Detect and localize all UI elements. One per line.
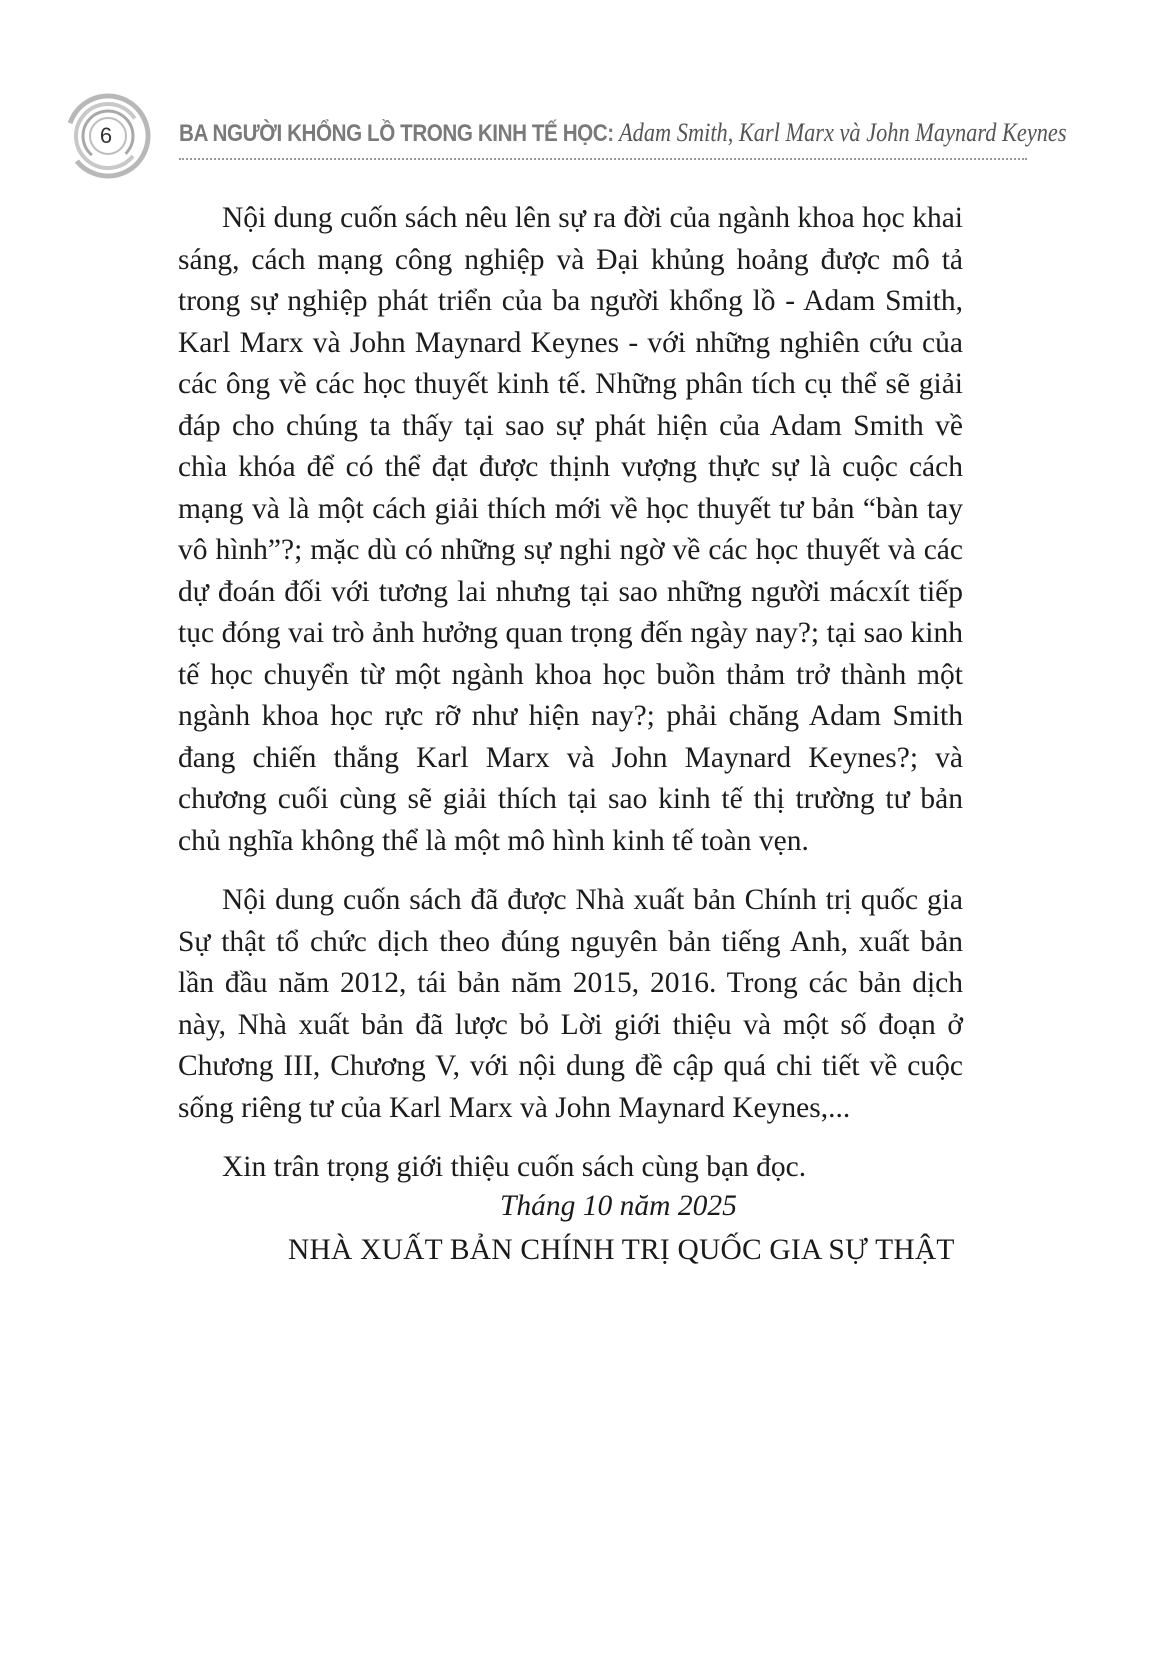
header-divider [179, 158, 1027, 160]
page-number: 6 [99, 123, 113, 148]
page-body [178, 198, 963, 1207]
running-header [64, 92, 1067, 182]
signature-publisher: NHÀ XUẤT BẢN CHÍNH TRỊ QUỐC GIA SỰ THẬT [288, 1234, 955, 1266]
paragraph: Nội dung cuốn sách đã được Nhà xuất bản Chính trị quốc gia Sự thật tổ chức dịch theo đúng nguyên bản tiếng Anh, xuất bản lần đầu năm 2012, tái bản năm 2015, 2016. Trong các bản dịch này, Nhà xuất bản đã lược bỏ Lời giới thiệu và một số đoạn ở Chương III, Chương V, với nội dung đề cập quá chi tiết về cuộc sống riêng tư của Karl Marx và John Maynard Keynes,... [178, 884, 963, 1124]
signature-date: Tháng 10 năm 2025 [500, 1190, 737, 1222]
book-title-main: BA NGƯỜI KHỔNG LỒ TRONG KINH TẾ HỌC: [179, 120, 614, 147]
book-title-subtitle: Adam Smith, Karl Marx và John Maynard Keynes [619, 118, 1067, 147]
closing-line: Xin trân trọng giới thiệu cuốn sách cùng bạn đọc. [222, 1151, 807, 1183]
paragraph: Nội dung cuốn sách nêu lên sự ra đời của ngành khoa học khai sáng, cách mạng công nghiệp và Đại khủng hoảng được mô tả trong sự nghiệp phát triển của ba người khổng lồ - Adam Smith, Karl Marx và John Maynard Keynes - với những nghiên cứu của các ông về các học thuyết kinh tế. Những phân tích cụ thể sẽ giải đáp cho chúng ta thấy tại sao sự phát hiện của Adam Smith về chìa khóa để có thể đạt được thịnh vượng thực sự là cuộc cách mạng và là một cách giải thích mới về học thuyết tư bản “bàn tay vô hình”?; mặc dù có những sự nghi ngờ về các học thuyết và các dự đoán đối với tương lai nhưng tại sao những người mácxít tiếp tục đóng vai trò ảnh hưởng quan trọng đến ngày nay?; tại sao kinh tế học chuyển từ một ngành khoa học buồn thảm trở thành một ngành khoa học rực rỡ như hiện nay?; phải chăng Adam Smith đang chiến thắng Karl Marx và John Maynard Keynes?; và chương cuối cùng sẽ giải thích tại sao kinh tế thị trường tư bản chủ nghĩa không thể là một mô hình kinh tế toàn vẹn. [178, 202, 963, 857]
book-title [179, 118, 1167, 148]
